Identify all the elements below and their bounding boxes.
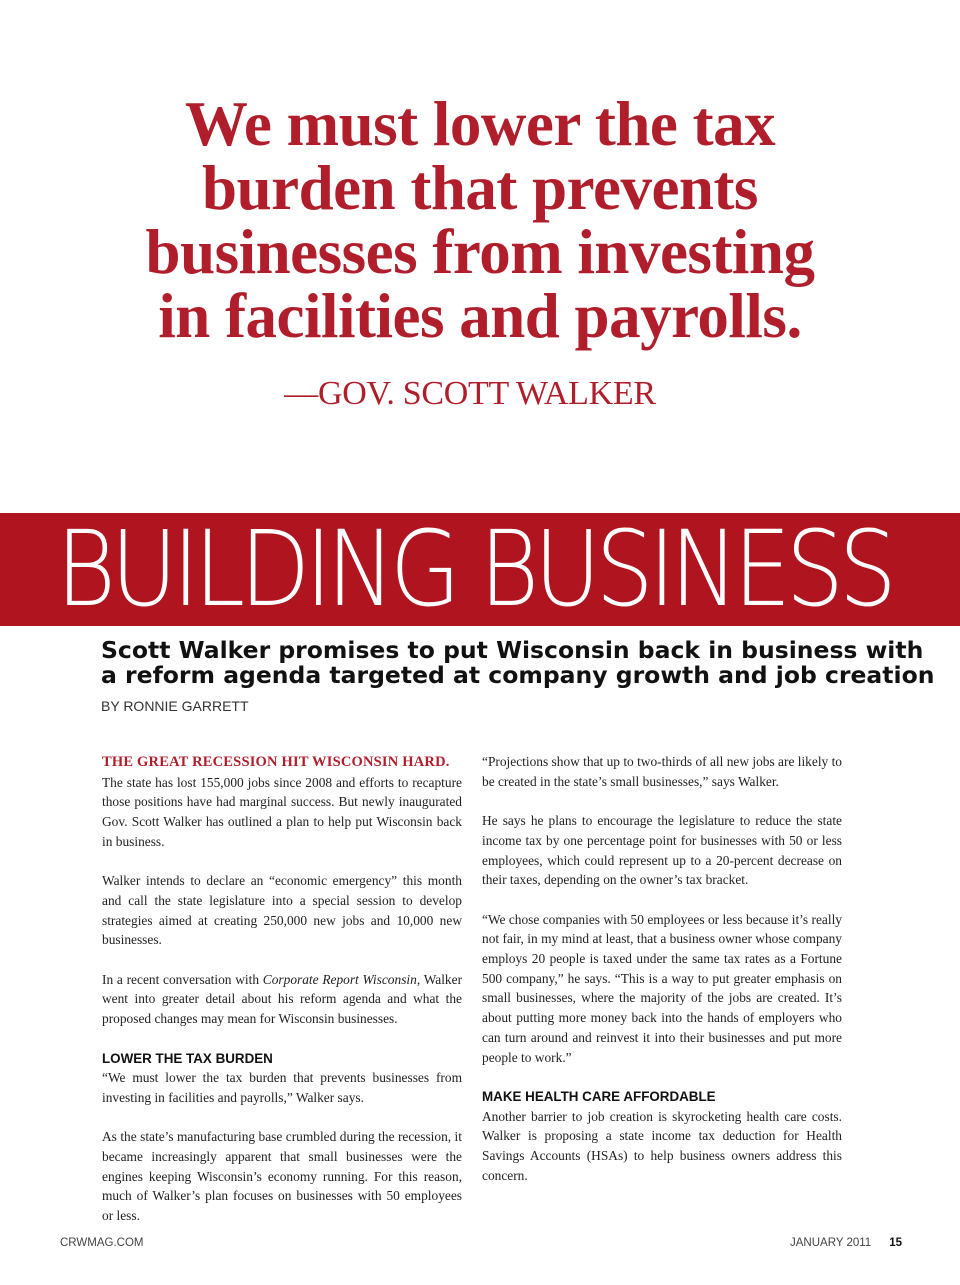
footer-issue: JANUARY 2011 xyxy=(790,1237,872,1249)
paragraph: Walker intends to declare an “economic emergency” this month and call the state legislature into a special session to develop strategies aimed at creating 250,000 new jobs and 10,000 new businesses. xyxy=(102,873,462,948)
pull-quote xyxy=(0,89,960,351)
paragraph xyxy=(102,970,462,1029)
article-column-right xyxy=(482,752,842,1205)
footer-folio xyxy=(790,1237,902,1249)
paragraph xyxy=(102,752,462,852)
article-deck xyxy=(101,636,935,689)
paragraph-text: The state has lost 155,000 jobs since 2008 and efforts to recapture those positions have had marginal success. But newly inaugurated Gov. Scott Walker has outlined a plan to help put Wisconsin back in business. xyxy=(102,774,462,849)
lead-in: THE GREAT RECESSION HIT WISCONSIN HARD. xyxy=(102,754,450,770)
deck-line: Scott Walker promises to put Wisconsin back in business with xyxy=(101,636,924,664)
pull-quote-line: We must lower the tax xyxy=(184,89,776,159)
subhead: MAKE HEALTH CARE AFFORDABLE xyxy=(482,1088,716,1104)
paragraph: “We must lower the tax burden that prevents businesses from investing in facilities and payrolls,” Walker says. xyxy=(102,1070,462,1105)
subhead: LOWER THE TAX BURDEN xyxy=(102,1050,273,1066)
paragraph: “Projections show that up to two-thirds of all new jobs are likely to be created in the state’s small businesses,” says Walker. xyxy=(482,754,842,789)
paragraph: He says he plans to encourage the legislature to reduce the state income tax by one percentage point for businesses with 50 or less employees, which could represent up to a 20-percent decrease on their taxes, depending on the owner’s tax bracket. xyxy=(482,813,842,888)
byline: BY RONNIE GARRETT xyxy=(101,698,249,714)
title-banner xyxy=(0,508,960,630)
publication-name: Corporate Report Wisconsin xyxy=(262,971,417,987)
paragraph: As the state’s manufacturing base crumbled during the recession, it became increasingly apparent that small businesses were the engines keeping Wisconsin’s economy running. For this reason, much of Walker’s plan focuses on businesses with 50 employees or less. xyxy=(102,1129,462,1224)
pull-quote-line: in facilities and payrolls. xyxy=(158,281,802,351)
deck-line: a reform agenda targeted at company growth and job creation xyxy=(101,661,935,689)
footer-site: CRWMAG.COM xyxy=(60,1237,144,1249)
article-column-left xyxy=(102,752,462,1246)
paragraph-text: , Walker went into greater detail about his reform agenda and what the proposed changes may mean for Wisconsin businesses. xyxy=(102,971,463,1027)
article-title: BUILDING BUSINESS xyxy=(56,508,892,630)
pull-quote-line: businesses from investing xyxy=(145,217,815,287)
paragraph: “We chose companies with 50 employees or less because it’s really not fair, in my mind at least, that a business owner whose company employs 20 people is taxed under the same tax rates as a Fortune 500 company,” he says. “This is a way to put greater emphasis on small businesses, where the majority of the jobs are created. It’s about putting more money back into the hands of employers who can turn around and reinvest it into their businesses and put more people to work.” xyxy=(482,911,842,1065)
page-number: 15 xyxy=(889,1237,902,1249)
paragraph: Another barrier to job creation is skyrocketing health care costs. Walker is proposing a state income tax deduction for Health Savings Accounts (HSAs) to help business owners address this concern. xyxy=(482,1108,842,1183)
pull-quote-attribution: —GOV. SCOTT WALKER xyxy=(284,375,656,412)
pull-quote-line: burden that prevents xyxy=(202,153,758,223)
paragraph-text: In a recent conversation with xyxy=(102,971,263,987)
